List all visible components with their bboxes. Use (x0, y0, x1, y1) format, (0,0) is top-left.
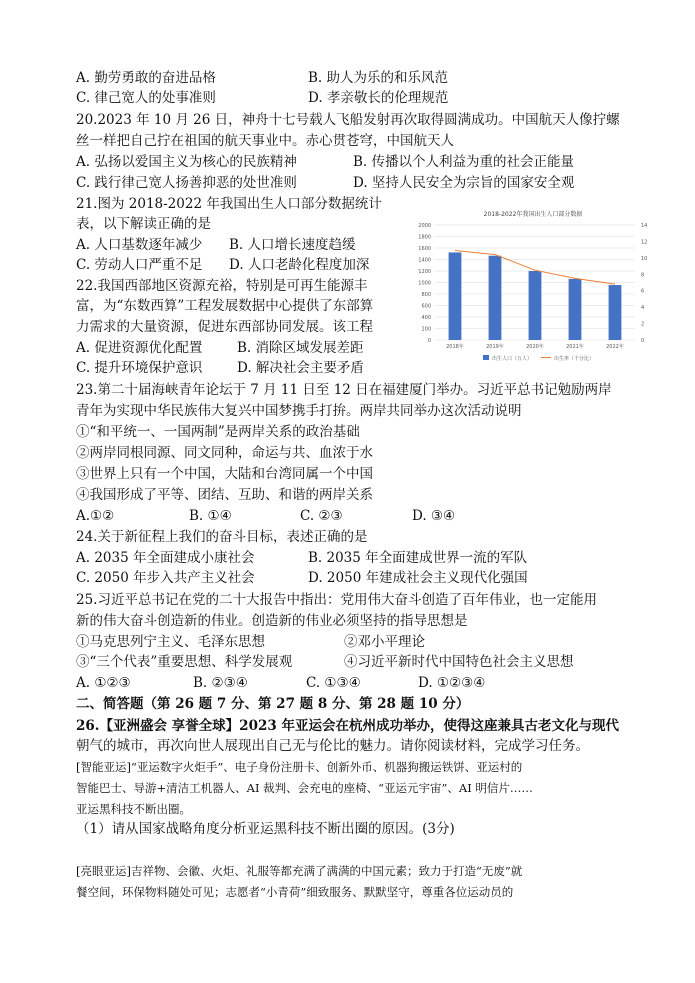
text-line: 21.图为 2018-2022 年我国出生人口部分数据统计 (76, 196, 382, 212)
text-line: 表，以下解读正确的是 (76, 216, 211, 232)
text-line: A. 弘扬以爱国主义为核心的民族精神 (76, 154, 297, 170)
text-line: [智能亚运]“亚运数字火炬手”、电子身份注册卡、创新外币、机器狗搬运铁饼、亚运村的 (76, 760, 523, 774)
y-right-tick-label: 14 (641, 223, 648, 229)
text-line: 智能巴士、导游+清洁工机器人、AI 裁判、会充电的座椅、“亚运元宇宙”、AI 明信片…… (76, 781, 533, 795)
legend-label-bar: 出生人口（万人） (492, 356, 533, 362)
bar (529, 271, 542, 340)
y-left-tick-label: 1800 (418, 234, 431, 241)
text-line: A. 人口基数逐年减少 (76, 237, 203, 253)
text-line: 25.习近平总书记在党的二十大报告中指出：党用伟大奋斗创造了百年伟业，也一定能用 (76, 592, 597, 608)
text-line: ①马克思列宁主义、毛泽东思想 (76, 634, 265, 650)
y-right-tick-label: 12 (641, 239, 648, 246)
text-line: A. 促进资源优化配置 (76, 340, 203, 356)
text-line: ④习近平新时代中国特色社会主义思想 (344, 654, 574, 670)
y-right-tick-label: 6 (641, 288, 645, 295)
text-line: （1）请从国家战略角度分析亚运黑科技不断出圈的原因。(3分) (76, 821, 455, 837)
text-line: 富，为“东数西算”工程发展数据中心提供了东部算 (76, 298, 374, 314)
text-line: C. 践行律己宽人扬善抑恶的处世准则 (76, 175, 297, 191)
text-line: D. ③④ (412, 508, 456, 524)
legend-swatch-bar (483, 355, 489, 360)
y-left-tick-label: 200 (421, 326, 431, 333)
text-line: 二、简答题（第 26 题 7 分、第 27 题 8 分、第 28 题 10 分） (76, 696, 470, 712)
y-left-tick-label: 800 (421, 292, 431, 298)
y-left-tick-label: 1600 (418, 246, 431, 252)
text-line: B. 助人为乐的和乐风范 (308, 70, 449, 86)
y-left-tick-label: 2000 (418, 223, 431, 229)
text-line: B. 人口增长速度趋缓 (229, 237, 356, 253)
text-line: ②两岸同根同源、同文同种，命运与共、血浓于水 (76, 445, 373, 461)
text-line: A. 2035 年全面建成小康社会 (76, 550, 255, 566)
y-left-tick-label: 1000 (418, 280, 431, 287)
text-line: B. ①④ (189, 508, 232, 524)
y-left-tick-label: 0 (427, 338, 431, 344)
text-line: D. 2050 年建成社会主义现代化强国 (308, 570, 528, 586)
text-line: D. ①②③④ (418, 675, 486, 691)
text-line: 新的伟大奋斗创造新的伟业。创造新的伟业必须坚持的指导思想是 (76, 613, 468, 629)
y-right-tick-label: 4 (641, 305, 645, 312)
text-line: B. 消除区域发展差距 (237, 340, 364, 356)
text-line: B. ②③④ (193, 675, 248, 691)
text-line: 丝一样把自己拧在祖国的航天事业中。赤心贯苍穹，中国航天人 (76, 133, 454, 149)
text-line: 24.关于新征程上我们的奋斗目标，表述正确的是 (76, 529, 368, 545)
text-line: [亮眼亚运]吉祥物、会徽、火炬、礼服等都充满了满满的中国元素；致力于打造“无废”就 (76, 864, 523, 878)
y-right-tick-label: 0 (641, 338, 645, 344)
x-category-label: 2020年 (526, 344, 544, 350)
text-line: C. 提升环境保护意识 (76, 360, 203, 376)
text-line: 亚运黑科技不断出圈。 (76, 802, 191, 816)
legend-label-line: 出生率（千分比） (554, 356, 595, 362)
text-line: 朝气的城市，再次向世人展现出自己无与伦比的魅力。请你阅读材料，完成学习任务。 (76, 738, 589, 754)
text-line: ②邓小平理论 (344, 634, 425, 650)
text-line: 22.我国西部地区资源充裕，特别是可再生能源丰 (76, 278, 368, 294)
x-category-label: 2021年 (566, 344, 584, 350)
y-right-tick-label: 10 (641, 255, 648, 262)
bar (569, 279, 582, 340)
text-line: A. ①②③ (76, 675, 131, 691)
text-line: ①“和平统一、一国两制”是两岸关系的政治基础 (76, 424, 360, 440)
text-line: A. 勤劳勇敢的奋进品格 (76, 70, 216, 86)
y-left-tick-label: 1200 (418, 269, 431, 275)
text-line: 餐空间，环保物料随处可见；志愿者“小青荷”细致服务、默默坚守，尊重各位运动员的 (76, 885, 514, 899)
bar (609, 285, 622, 340)
y-left-tick-label: 1400 (418, 257, 431, 264)
y-left-tick-label: 400 (421, 315, 431, 321)
y-left-tick-label: 600 (421, 303, 431, 310)
y-right-tick-label: 2 (641, 321, 645, 328)
bar (449, 252, 462, 340)
text-line: C. ②③ (300, 508, 343, 524)
text-line: 20.2023 年 10 月 26 日，神舟十七号载人飞船发射再次取得圆满成功。中国航天人像拧螺 (76, 112, 620, 128)
text-line: D. 坚持人民安全为宗旨的国家安全观 (353, 175, 575, 191)
text-line: ④我国形成了平等、团结、互助、和谐的两岸关系 (76, 487, 373, 503)
text-line: D. 人口老龄化程度加深 (229, 257, 370, 273)
text-line: 26.【亚洲盛会 享誉全球】2023 年亚运会在杭州成功举办，使得这座兼具古老文化与现代 (76, 718, 619, 734)
x-category-label: 2022年 (606, 344, 624, 350)
text-line: A.①② (76, 508, 115, 524)
text-line: C. 律己宽人的处事准则 (76, 90, 216, 106)
text-line: C. 2050 年步入共产主义社会 (76, 570, 255, 586)
x-category-label: 2019年 (486, 344, 504, 350)
y-right-tick-label: 8 (641, 272, 645, 279)
text-line: C. ①③④ (306, 675, 361, 691)
text-line: ③“三个代表”重要思想、科学发展观 (76, 654, 293, 670)
text-line: D. 孝亲敬长的伦理规范 (308, 90, 449, 106)
text-line: D. 解决社会主要矛盾 (237, 360, 364, 376)
text-line: ③世界上只有一个中国，大陆和台湾同属一个中国 (76, 466, 373, 482)
text-line: 力需求的大量资源，促进东西部协同发展。该工程 (76, 319, 373, 335)
text-line: B. 传播以个人利益为重的社会正能量 (353, 154, 575, 170)
chart-title: 2018-2022年我国出生人口部分数据 (483, 211, 583, 218)
birth-population-chart (405, 205, 660, 370)
text-line: C. 劳动人口严重不足 (76, 257, 203, 273)
bar (489, 256, 502, 340)
text-line: B. 2035 年全面建成世界一流的军队 (308, 550, 528, 566)
text-line: 23.第二十届海峡青年论坛于 7 月 11 日至 12 日在福建厦门举办。习近平总书记勉励两岸 (76, 382, 612, 398)
text-line: 青年为实现中华民族伟大复兴中国梦携手打拚。两岸共同举办这次活动说明 (76, 403, 522, 419)
x-category-label: 2018年 (446, 344, 464, 350)
